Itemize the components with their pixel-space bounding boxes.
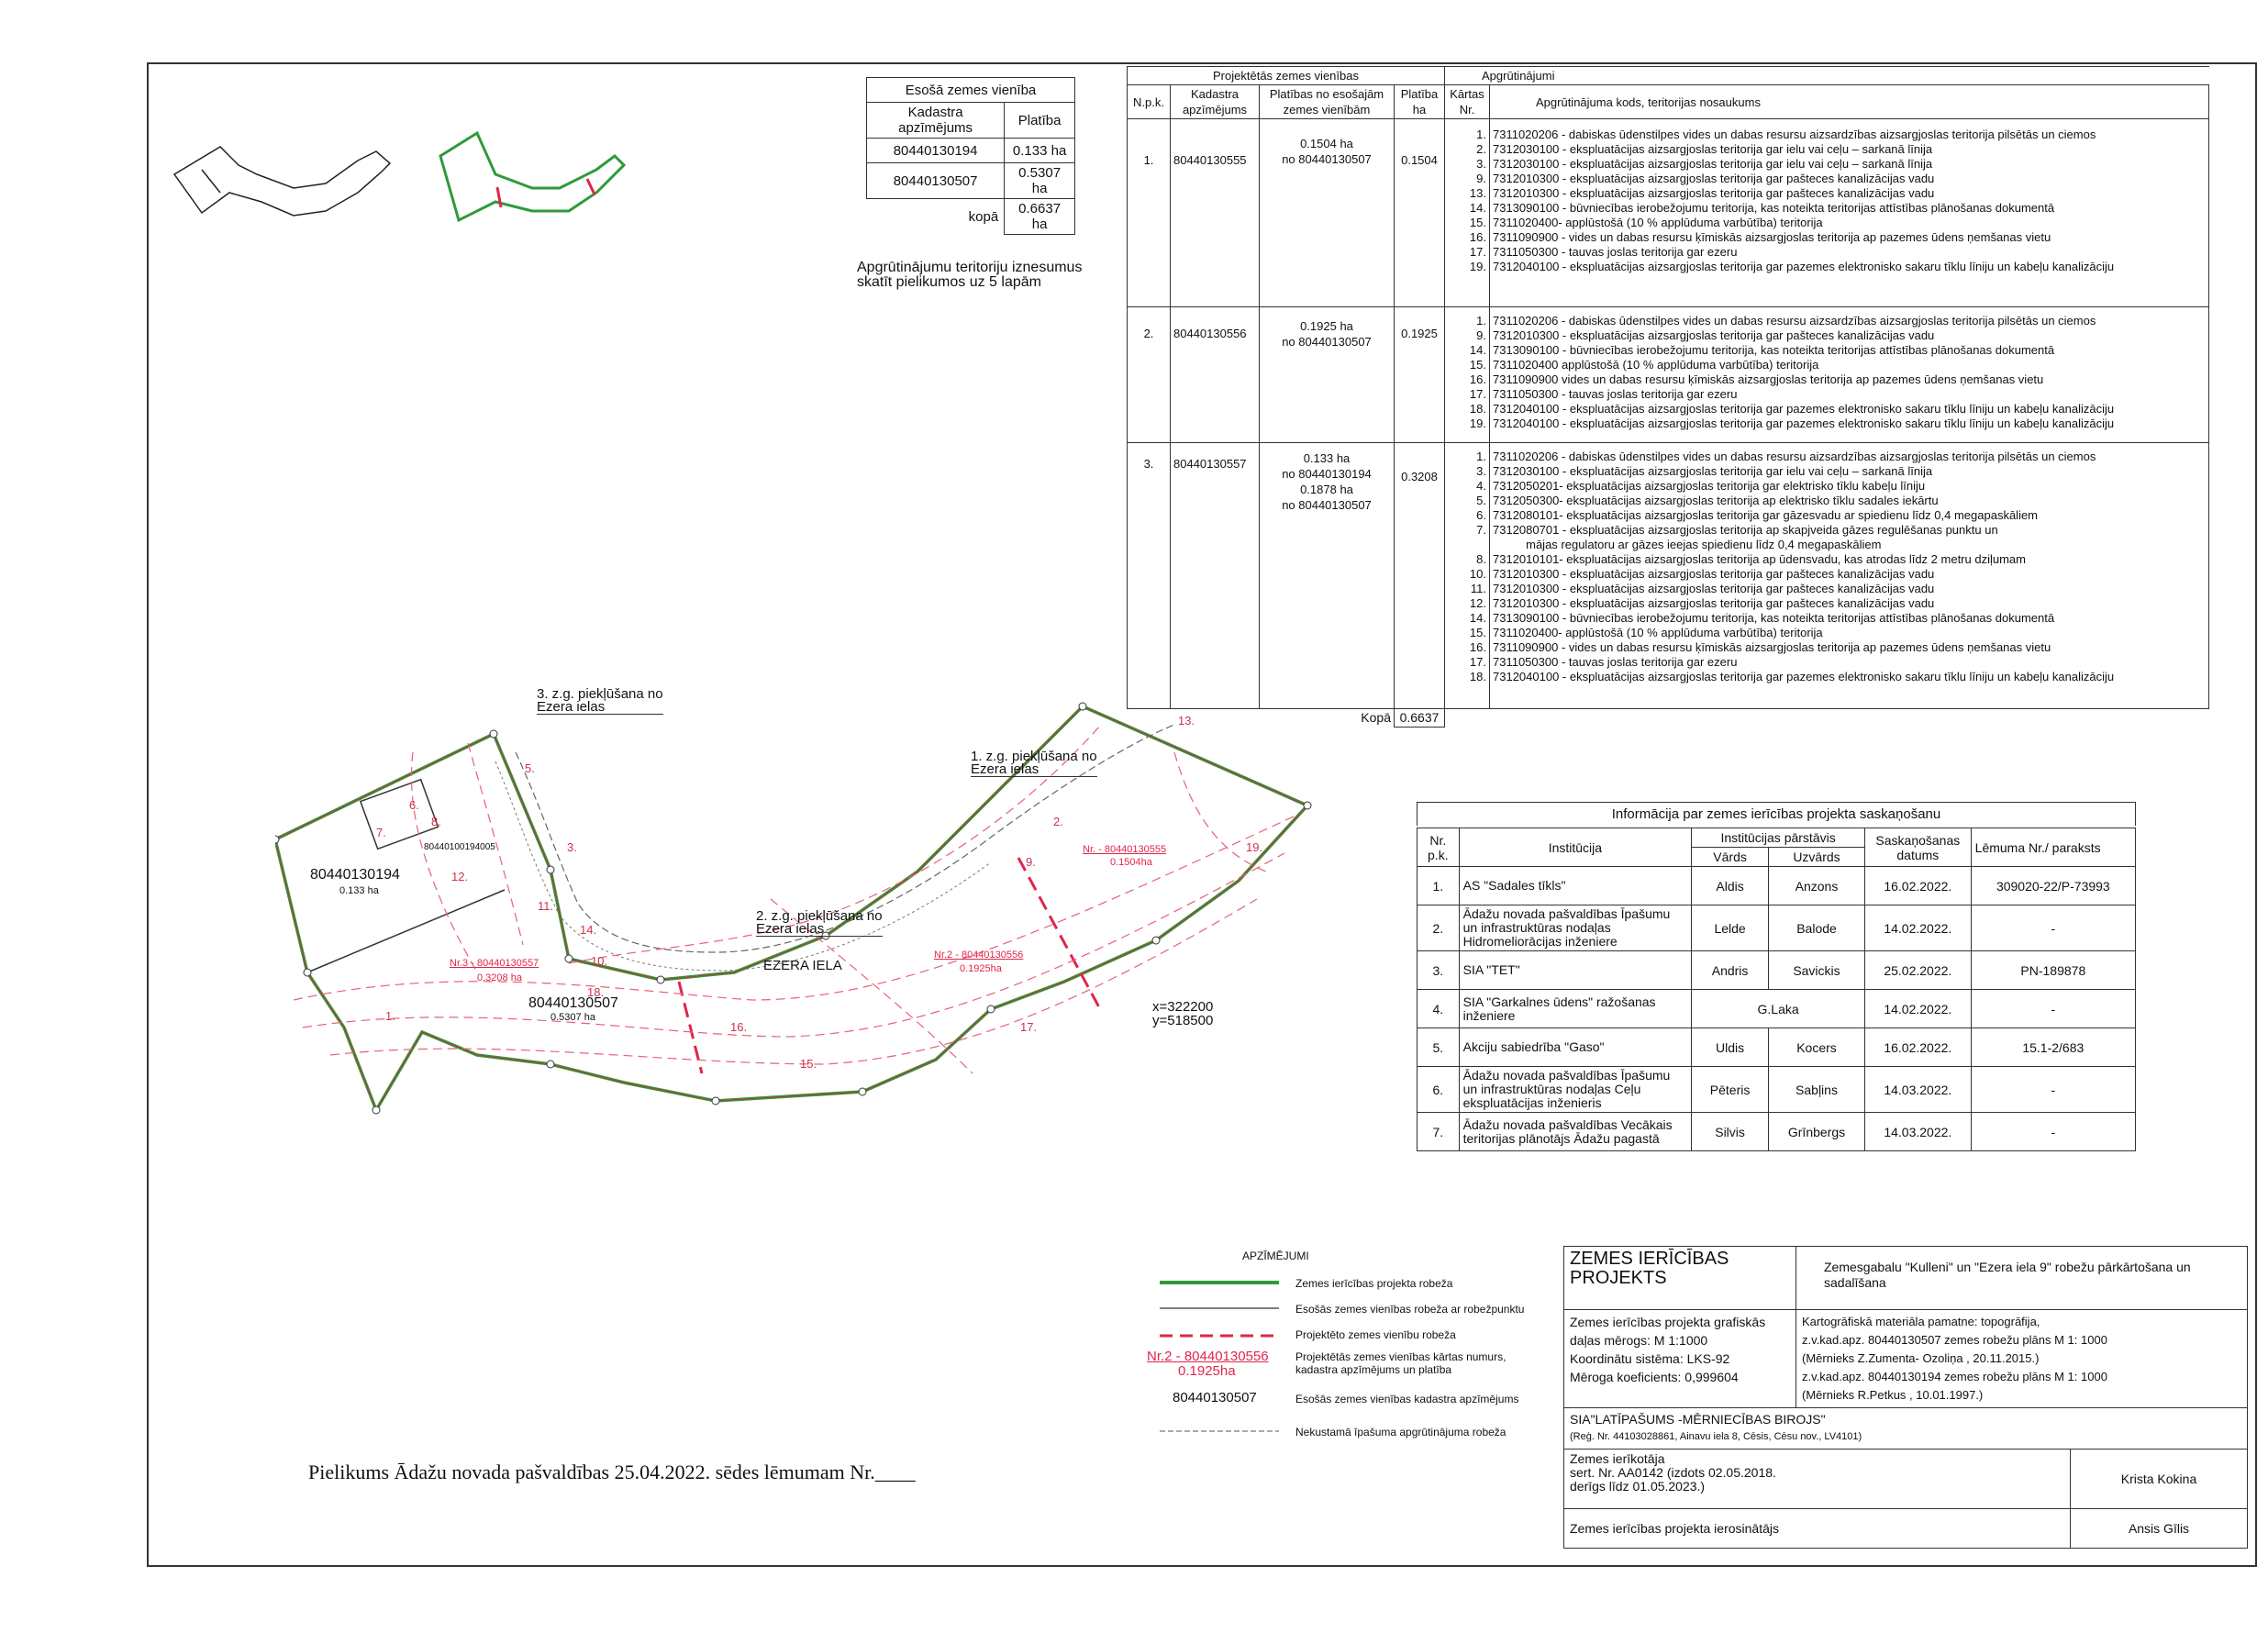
table-row <box>1418 951 2136 990</box>
legend-item: Esošās zemes vienības kadastra apzīmējums <box>1295 1393 1519 1405</box>
cell-decision: 15.1-2/683 <box>1971 1028 2135 1067</box>
list-item: 7311090900 - vides un dabas resursu ķīmiskās aizsargjoslas teritorija ap pazemes ūdens ņemšanas vietu <box>1493 640 2051 654</box>
encumbrance-number: 8. <box>431 815 441 828</box>
cell-nr: 1. <box>1418 867 1460 905</box>
list-item: 7312030100 - ekspluatācijas aizsargjoslas teritorija gar ielu vai ceļu – sarkanā līnija <box>1493 157 1933 171</box>
scale-text: Zemes ierīcības projekta grafiskās daļas mērogs: M 1:1000 <box>1570 1315 1766 1348</box>
cell-surname: Sabļins <box>1768 1067 1864 1113</box>
list-item: 14. <box>1469 201 1486 215</box>
legend-item: Esošās zemes vienības robeža ar robežpunktu <box>1295 1303 1525 1316</box>
encumbrance-number: 13. <box>1178 714 1195 728</box>
cell-from: 0.1925 ha no 80440130507 <box>1260 307 1395 443</box>
legend-item: Zemes ierīcības projekta robeža <box>1295 1277 1453 1290</box>
list-item: 16. <box>1469 230 1486 244</box>
cell-institution: AS "Sadales tīkls" <box>1459 867 1692 905</box>
footer-note: Pielikums Ādažu novada pašvaldības 25.04.2022. sēdes lēmumam Nr.____ <box>308 1461 916 1483</box>
total-value: 0.6637 <box>1395 709 1445 728</box>
cell-area: 0.1504 <box>1395 119 1445 307</box>
list-item: 7312010300 - ekspluatācijas aizsargjoslas teritorija gar pašteces kanalizācijas vadu <box>1493 186 1935 200</box>
list-item: 7313090100 - būvniecības ierobežojumu teritorija, kas noteikta teritorijas attīstības plānošanas dokumentā <box>1493 611 2055 625</box>
legend-title: APZĪMĒJUMI <box>1242 1250 1309 1262</box>
list-item: 17. <box>1469 387 1486 401</box>
code-list <box>1493 449 2206 683</box>
parcel-3-label: Nr.3 - 80440130557 <box>450 958 539 969</box>
list-item: 7312010300 - ekspluatācijas aizsargjoslas teritorija gar pašteces kanalizācijas vadu <box>1493 328 1935 342</box>
list-item: 7311020206 - dabiskas ūdenstilpes vides un dabas resursu aizsardzības aizsargjoslas teritorija pilsētās un ciemos <box>1493 450 2096 463</box>
table-row <box>1418 1028 2136 1067</box>
basis-text: Kartogrāfiskā materiāla pamatne: topogrāfija, z.v.kad.apz. 80440130507 zemes robežu plāns M 1: 1000 (Mērnieks Z.Zumenta- Ozoliņa , 20.11.2015.) z.v.kad.apz. 80440130194 zemes robežu plāns M 1: 1000 (Mērnieks R.Petkus , 10.01.1997.) <box>1796 1310 2248 1408</box>
initiator-label: Zemes ierīcības projekta ierosinātājs <box>1564 1509 2071 1549</box>
cell-institution: SIA "Garkalnes ūdens" ražošanas inženiere <box>1459 990 1692 1028</box>
table-row <box>1128 119 2209 307</box>
cell-area: 0.5307 ha <box>1005 163 1075 199</box>
parcel-1-label: Nr. - 80440130555 <box>1083 844 1167 855</box>
cell-area: 0.133 ha <box>1005 139 1075 163</box>
cell-nr: 2. <box>1418 905 1460 951</box>
col-nr: Nr. p.k. <box>1418 828 1460 867</box>
table-row <box>1418 867 2136 905</box>
cell-date: 14.02.2022. <box>1865 905 1972 951</box>
cell-nr: 4. <box>1418 990 1460 1028</box>
encumbrance-number: 12. <box>451 870 469 883</box>
access-label-3: 3. z.g. piekļūšana no Ezera ielas <box>537 686 663 715</box>
parcel-3-area: 0.3208 ha <box>477 972 522 983</box>
list-item: 1. <box>1476 450 1486 463</box>
parcel-2-label: Nr.2 - 80440130556 <box>934 950 1024 961</box>
list-item: 14. <box>1469 611 1486 625</box>
building-label: 80440100194005 <box>424 842 495 852</box>
cell-surname: Kocers <box>1768 1028 1864 1067</box>
col-rep: Institūcijas pārstāvis <box>1692 828 1865 848</box>
cell-nr: 7. <box>1418 1113 1460 1151</box>
list-item: 7. <box>1476 523 1486 537</box>
encumbrance-number: 6. <box>409 798 419 812</box>
cell-decision: - <box>1971 1067 2135 1113</box>
parcel-2-area: 0.1925ha <box>960 963 1002 974</box>
table-row <box>1418 1067 2136 1113</box>
initiator-name: Ansis Gīlis <box>2071 1509 2248 1549</box>
legend-item: Nekustamā īpašuma apgrūtinājuma robeža <box>1295 1426 1506 1438</box>
cell-decision: - <box>1971 1113 2135 1151</box>
cell-np: 3. <box>1128 443 1171 709</box>
code-list <box>1493 313 2206 430</box>
list-item: 7312010300 - ekspluatācijas aizsargjoslas teritorija gar pašteces kanalizācijas vadu <box>1493 596 1935 610</box>
cell-kad: 80440130194 <box>867 139 1005 163</box>
legend-item: Projektētās zemes vienības kārtas numurs, kadastra apzīmējums un platība <box>1295 1350 1506 1376</box>
cell-date: 14.03.2022. <box>1865 1113 1972 1151</box>
access-label-2: 2. z.g. piekļūšana no Ezera ielas <box>756 908 883 937</box>
list-item: 7312010300 - ekspluatācijas aizsargjoslas teritorija gar pašteces kanalizācijas vadu <box>1493 172 1935 185</box>
cell-institution: Ādažu novada pašvaldības Īpašumu un infrastruktūras nodaļas Hidromeliorācijas inženiere <box>1459 905 1692 951</box>
cell-surname: Savickis <box>1768 951 1864 990</box>
list-item: 7311090900 - vides un dabas resursu ķīmiskās aizsargjoslas teritorija ap pazemes ūdens ņemšanas vietu <box>1493 230 2051 244</box>
encumbrance-note: Apgrūtinājumu teritoriju iznesumus skatīt pielikumos uz 5 lapām <box>857 260 1083 290</box>
col-name: Vārds <box>1692 848 1769 867</box>
header-encumb: Apgrūtinājumi <box>1445 67 2209 85</box>
encumbrance-number: 17. <box>1020 1020 1038 1034</box>
list-item: 7312010300 - ekspluatācijas aizsargjoslas teritorija gar pašteces kanalizācijas vadu <box>1493 582 1935 595</box>
existing-header: Esošā zemes vienība <box>867 78 1075 103</box>
list-item: 7312040100 - ekspluatācijas aizsargjoslas teritorija gar pazemes elektronisko sakaru tīklu līniju un kabeļu kanalizāciju <box>1493 402 2115 416</box>
list-item: 7311020400- applūstošā (10 % applūduma varbūtība) teritorija <box>1493 626 1823 639</box>
encumbrance-number: 11. <box>538 899 554 913</box>
col-order: Kārtas Nr. <box>1445 85 1490 119</box>
col-np: N.p.k. <box>1128 85 1171 119</box>
list-item: 7312040100 - ekspluatācijas aizsargjoslas teritorija gar pazemes elektronisko sakaru tīklu līniju un kabeļu kanalizāciju <box>1493 670 2115 683</box>
list-item: 7313090100 - būvniecības ierobežojumu teritorija, kas noteikta teritorijas attīstības plānošanas dokumentā <box>1493 343 2055 357</box>
list-item: 7312030100 - ekspluatācijas aizsargjoslas teritorija gar ielu vai ceļu – sarkanā līnija <box>1493 142 1933 156</box>
cell-surname: Anzons <box>1768 867 1864 905</box>
order-list <box>1448 127 1486 273</box>
encumbrance-number: 3. <box>567 840 577 854</box>
col-date: Saskaņošanas datums <box>1865 828 1972 867</box>
legend-sample-nr: Nr.2 - 80440130556 <box>1147 1349 1269 1364</box>
table-row <box>867 199 1075 235</box>
table-row <box>1418 990 2136 1028</box>
thumbnail-new <box>440 133 624 220</box>
order-list <box>1448 313 1486 430</box>
cell-date: 25.02.2022. <box>1865 951 1972 990</box>
cell-name: Pēteris <box>1692 1067 1769 1113</box>
total-label: Kopā <box>1361 710 1391 725</box>
access-label-1: 1. z.g. piekļūšana no Ezera ielas <box>971 749 1097 777</box>
list-item: 8. <box>1476 552 1486 566</box>
surveyor-name: Krista Kokina <box>2071 1450 2248 1509</box>
encumbrance-number: 1. <box>385 1009 395 1023</box>
encumbrance-number: 15. <box>800 1057 817 1071</box>
col-area: Platība ha <box>1395 85 1445 119</box>
list-item: 7311090900 vides un dabas resursu ķīmiskās aizsargjoslas teritorija ap pazemes ūdens ņemšanas vietu <box>1493 372 2044 386</box>
encumbrance-number: 19. <box>1246 840 1263 854</box>
list-item: 7311050300 - tauvas joslas teritorija gar ezeru <box>1493 655 1738 669</box>
list-item: 13. <box>1469 186 1486 200</box>
coords-text: Koordinātu sistēma: LKS-92 <box>1570 1351 1730 1366</box>
parcel-1-area: 0.1504ha <box>1110 857 1152 868</box>
cell-date: 14.02.2022. <box>1865 990 1972 1028</box>
list-item: 3. <box>1476 157 1486 171</box>
cell-nr: 6. <box>1418 1067 1460 1113</box>
list-item: 18. <box>1469 670 1486 683</box>
cell-name: Lelde <box>1692 905 1769 951</box>
list-item: 7312010300 - ekspluatācijas aizsargjoslas teritorija gar pašteces kanalizācijas vadu <box>1493 567 1935 581</box>
cell-date: 14.03.2022. <box>1865 1067 1972 1113</box>
list-item: 3. <box>1476 464 1486 478</box>
cell-institution: SIA "TET" <box>1459 951 1692 990</box>
thumbnails <box>165 119 642 248</box>
cell-institution: Akciju sabiedrība "Gaso" <box>1459 1028 1692 1067</box>
cell-decision: PN-189878 <box>1971 951 2135 990</box>
list-item: 7311020400 applūstošā (10 % applūduma varbūtība) teritorija <box>1493 358 1819 372</box>
list-item: 19. <box>1469 260 1486 273</box>
cell-area: 0.3208 <box>1395 443 1445 709</box>
cell-area: 0.1925 <box>1395 307 1445 443</box>
approvals-title: Informācija par zemes ierīcības projekta saskaņošanu <box>1417 802 2136 826</box>
list-item: 7313090100 - būvniecības ierobežojumu teritorija, kas noteikta teritorijas attīstības plānošanas dokumentā <box>1493 201 2055 215</box>
cell-decision: - <box>1971 905 2135 951</box>
kad-label-194: 80440130194 <box>310 867 400 883</box>
cell-institution: Ādažu novada pašvaldības Īpašumu un infrastruktūras nodaļas Ceļu ekspluatācijas inženieris <box>1459 1067 1692 1113</box>
list-item: 17. <box>1469 655 1486 669</box>
list-item: 15. <box>1469 626 1486 639</box>
list-item: 5. <box>1476 494 1486 507</box>
encumbrance-number: 18. <box>587 985 605 999</box>
list-item: 10. <box>1469 567 1486 581</box>
list-item: 7312050201- ekspluatācijas aizsargjoslas teritorija gar elektrisko tīklu kabeļu līniju <box>1493 479 1926 493</box>
project-name: Zemesgabalu "Kulleni" un "Ezera iela 9" robežu pārkārtošana un sadalīšana <box>1796 1247 2248 1310</box>
list-item: 7311020206 - dabiskas ūdenstilpes vides un dabas resursu aizsardzības aizsargjoslas teritorija pilsētās un ciemos <box>1493 128 2096 141</box>
col-code: Apgrūtinājuma kods, teritorijas nosaukums <box>1490 85 2209 119</box>
total-label: kopā <box>968 208 999 225</box>
street-label: EZERA IELA <box>763 958 842 973</box>
cell-nr: 3. <box>1418 951 1460 990</box>
cell-decision: - <box>1971 990 2135 1028</box>
list-item: 1. <box>1476 314 1486 328</box>
list-item: 15. <box>1469 216 1486 229</box>
road-edge-2 <box>495 761 991 971</box>
approvals-table <box>1417 828 2136 1151</box>
cell-from: 0.133 ha no 80440130194 0.1878 ha no 80440130507 <box>1260 443 1395 709</box>
cell-institution: Ādažu novada pašvaldības Vecākais teritorijas plānotājs Ādažu pagastā <box>1459 1113 1692 1151</box>
table-row <box>1418 905 2136 951</box>
list-item: 7312030100 - ekspluatācijas aizsargjoslas teritorija gar ielu vai ceļu – sarkanā līnija <box>1493 464 1933 478</box>
list-item: 7311050300 - tauvas joslas teritorija gar ezeru <box>1493 245 1738 259</box>
list-item: 7311020400- applūstošā (10 % applūduma varbūtība) teritorija <box>1493 216 1823 229</box>
building-outline <box>361 780 439 850</box>
list-item: 7311020206 - dabiskas ūdenstilpes vides un dabas resursu aizsardzības aizsargjoslas teritorija pilsētās un ciemos <box>1493 314 2096 328</box>
list-item: 11. <box>1470 582 1486 595</box>
list-item: 7311050300 - tauvas joslas teritorija gar ezeru <box>1493 387 1738 401</box>
encumbrance-number: 2. <box>1053 815 1063 828</box>
cell-name: Uldis <box>1692 1028 1769 1067</box>
coordinate-x: x=322200 <box>1152 999 1214 1015</box>
total-value: 0.6637 ha <box>1005 199 1075 235</box>
encumbrance-lines <box>294 725 1294 1073</box>
table-row <box>867 163 1075 199</box>
project-title: ZEMES IERĪCĪBAS PROJEKTS <box>1564 1247 1796 1310</box>
coef-text: Mēroga koeficients: 0,999604 <box>1570 1370 1739 1384</box>
col-area-from: Platības no esošajām zemes vienībām <box>1260 85 1395 119</box>
cell-from: 0.1504 ha no 80440130507 <box>1260 119 1395 307</box>
existing-parcels-table <box>866 77 1075 235</box>
encumbrance-number: 14. <box>580 923 597 937</box>
encumbrance-number: 10. <box>591 954 608 968</box>
table-row <box>867 139 1075 163</box>
kad-label-507: 80440130507 <box>528 995 618 1011</box>
cell-name: Silvis <box>1692 1113 1769 1151</box>
cell-surname: Balode <box>1768 905 1864 951</box>
legend-sample-kad: 80440130507 <box>1173 1390 1257 1405</box>
list-item: 14. <box>1469 343 1486 357</box>
list-item: 9. <box>1476 328 1486 342</box>
header-units: Projektētās zemes vienības <box>1128 67 1445 85</box>
col-area: Platība <box>1005 103 1075 139</box>
col-kad: Kadastra apzīmējums <box>1171 85 1260 119</box>
list-item: 7312040100 - ekspluatācijas aizsargjoslas teritorija gar pazemes elektronisko sakaru tīklu līniju un kabeļu kanalizāciju <box>1493 260 2115 273</box>
cell-name: Andris <box>1692 951 1769 990</box>
encumbrance-number: 5. <box>525 761 535 775</box>
cell-date: 16.02.2022. <box>1865 1028 1972 1067</box>
kad-label-507-area: 0.5307 ha <box>550 1012 595 1023</box>
table-row <box>1418 1113 2136 1151</box>
list-item: 19. <box>1469 417 1486 430</box>
list-item: 12. <box>1469 596 1486 610</box>
table-row <box>1128 443 2209 709</box>
col-surname: Uzvārds <box>1768 848 1864 867</box>
company-name: SIA"LATĪPAŠUMS -MĒRNIECĪBAS BIROJS" <box>1570 1412 1826 1427</box>
list-item: 16. <box>1469 640 1486 654</box>
col-inst: Institūcija <box>1459 828 1692 867</box>
list-item: 7312080101- ekspluatācijas aizsargjoslas teritorija gar gāzesvadu ar spiedienu līdz 0,4 megapaskāliem <box>1493 508 2039 522</box>
cell-nr: 5. <box>1418 1028 1460 1067</box>
list-item: 17. <box>1469 245 1486 259</box>
legend-item: Projektēto zemes vienību robeža <box>1295 1328 1456 1341</box>
surveyor-info: Zemes ierīkotāja sert. Nr. AA0142 (izdots 02.05.2018. derīgs līdz 01.05.2023.) <box>1564 1450 2071 1509</box>
encumbrance-number: 16. <box>730 1020 748 1034</box>
coordinate-y: y=518500 <box>1152 1013 1214 1028</box>
projected-parcels-table <box>1127 66 2209 728</box>
col-decision: Lēmuma Nr./ paraksts <box>1971 828 2135 867</box>
list-item: 6. <box>1476 508 1486 522</box>
title-block <box>1563 1246 2248 1549</box>
legend-sample-area: 0.1925ha <box>1178 1363 1236 1379</box>
cell-decision: 309020-22/P-73993 <box>1971 867 2135 905</box>
cell-np: 2. <box>1128 307 1171 443</box>
thumbnail-existing <box>174 147 390 216</box>
list-item: 7312080701 - ekspluatācijas aizsargjoslas teritorija ap skapjveida gāzes regulēšanas punktu un <box>1493 523 1998 537</box>
list-item: 2. <box>1476 142 1486 156</box>
list-item: 1. <box>1476 128 1486 141</box>
list-item: 15. <box>1469 358 1486 372</box>
company-reg: (Reģ. Nr. 44103028861, Ainavu iela 8, Cēsis, Cēsu nov., LV4101) <box>1570 1431 1862 1442</box>
code-list <box>1493 127 2206 273</box>
kad-label-194-area: 0.133 ha <box>339 885 379 896</box>
cell-name: G.Laka <box>1692 990 1865 1028</box>
list-item: 18. <box>1469 402 1486 416</box>
cell-kad: 80440130557 <box>1171 443 1260 709</box>
encumbrance-number: 7. <box>376 826 386 839</box>
cell-kad: 80440130507 <box>867 163 1005 199</box>
cell-np: 1. <box>1128 119 1171 307</box>
list-item: 7312040100 - ekspluatācijas aizsargjoslas teritorija gar pazemes elektronisko sakaru tīklu līniju un kabeļu kanalizāciju <box>1493 417 2115 430</box>
list-item: 9. <box>1476 172 1486 185</box>
cell-date: 16.02.2022. <box>1865 867 1972 905</box>
list-item: 4. <box>1476 479 1486 493</box>
list-item: mājas regulatoru ar gāzes ieejas spiedienu līdz 0,4 megapaskāliem <box>1493 538 1882 551</box>
list-item: 7312010101- ekspluatācijas aizsargjoslas teritorija ap ūdensvadu, kas atrodas līdz 2 metru dziļumam <box>1493 552 2026 566</box>
list-item <box>1448 537 1486 551</box>
col-kad: Kadastra apzīmējums <box>867 103 1005 139</box>
list-item: 7312050300- ekspluatācijas aizsargjoslas teritorija ap elektrisko tīklu sadales iekārtu <box>1493 494 1939 507</box>
encumbrance-number: 9. <box>1026 855 1036 869</box>
cell-kad: 80440130555 <box>1171 119 1260 307</box>
table-row <box>1128 307 2209 443</box>
cell-surname: Grīnbergs <box>1768 1113 1864 1151</box>
cell-name: Aldis <box>1692 867 1769 905</box>
list-item: 16. <box>1469 372 1486 386</box>
cell-kad: 80440130556 <box>1171 307 1260 443</box>
order-list <box>1448 449 1486 683</box>
